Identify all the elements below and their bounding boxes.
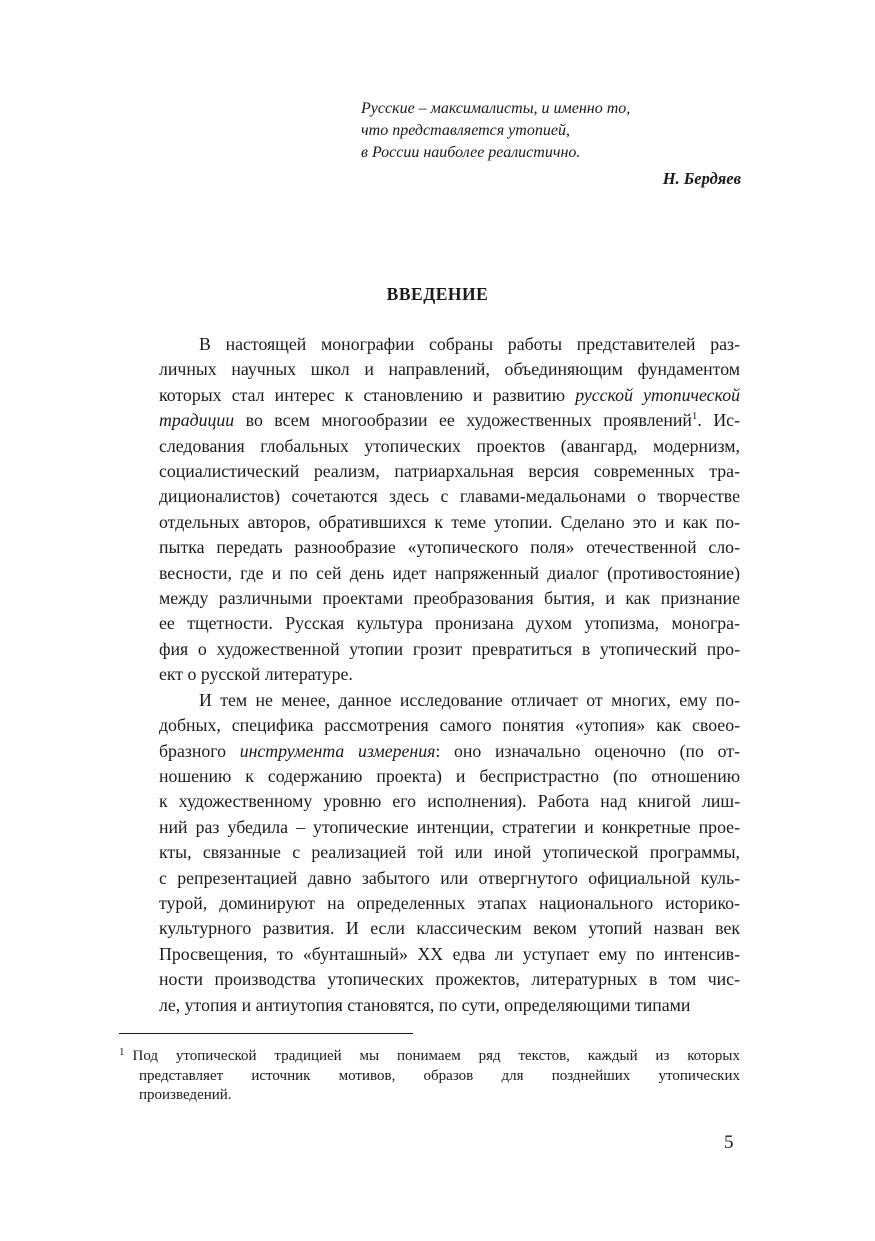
text-line: к художественному уровню его исполнения). Работа над книгой лиш-: [159, 791, 740, 812]
text-line: В настоящей монографии собраны работы представителей раз-: [199, 334, 740, 354]
text-line: Просвещения, то «бунташный» XX едва ли уступает ему по интенсив-: [159, 943, 740, 964]
text-line: ний раз убедила – утопические интенции, стратегии и конкретные прое-: [159, 816, 740, 837]
text-line: пытка передать разнообразие «утопического поля» отечественной сло-: [159, 537, 740, 558]
text-line: отдельных авторов, обратившихся к теме утопии. Сделано это и как по-: [159, 511, 740, 532]
paragraph-2: [119, 688, 740, 1018]
epigraph-line: Русские – максималисты, и именно то,: [361, 100, 631, 117]
text-line: ле, утопия и антиутопия становятся, по сути, определяющими типами: [159, 994, 691, 1015]
epigraph-author: Н. Бердяев: [662, 169, 741, 188]
footnote-reference[interactable]: 1: [691, 410, 698, 423]
epigraph: [361, 98, 741, 190]
text-line: ее тщетности. Русская культура пронизана духом утопизма, моногра-: [159, 613, 740, 634]
footnote-divider: [119, 1033, 413, 1034]
text-line: с репрезентацией давно забытого или отвергнутого официальной куль-: [159, 867, 740, 888]
text-line: социалистический реализм, патриархальная версия современных тра-: [159, 461, 740, 482]
text-line: диционалистов) сочетаются здесь с главами-медальонами о творчестве: [159, 486, 740, 507]
footnote-mark: 1: [119, 1046, 125, 1058]
text-line: между различными проектами преобразования бытия, и как признание: [159, 588, 740, 609]
page-number: 5: [724, 1132, 734, 1153]
emphasis: русской утопической: [575, 384, 740, 405]
footnote-line: произведений.: [139, 1087, 232, 1103]
text-line: И тем не менее, данное исследование отличает от многих, ему по-: [199, 689, 740, 710]
text-line: ности производства утопических прожектов, литературных в том чис-: [159, 969, 740, 990]
text-line: весности, где и по сей день идет напряженный диалог (противостояние): [159, 562, 740, 583]
text-line: традиции во всем многообразии ее художественных проявлений$^1$. Ис-: [159, 410, 741, 431]
body-text: [119, 332, 740, 1018]
text-line: фия о художественной утопии грозит превратиться в утопический про-: [159, 638, 740, 659]
text-line: которых стал интерес к становлению и развитию русской утопической: [159, 384, 740, 405]
paragraph-1: [119, 332, 740, 688]
epigraph-line: в России наиболее реалистично.: [361, 144, 581, 161]
chapter-title: ВВЕДЕНИЕ: [386, 284, 489, 304]
text-line: турой, доминируют на определенных этапах национального историко-: [159, 892, 740, 913]
text-line: личных научных школ и направлений, объединяющим фундаментом: [159, 359, 740, 380]
text-line: культурного развития. И если классическим веком утопий назван век: [159, 918, 740, 939]
text-line: ект о русской литературе.: [159, 664, 353, 685]
text-line: добных, специфика рассмотрения самого понятия «утопия» как своео-: [159, 715, 740, 736]
footnote-line: $^1$ Под утопической традицией мы понимаем ряд текстов, каждый из которых: [119, 1046, 740, 1064]
emphasis: инструмента измерения: [239, 740, 436, 761]
text-line: следования глобальных утопических проектов (авангард, модернизм,: [159, 435, 740, 456]
footnote-line: представляет источник мотивов, образов для позднейших утопических: [139, 1067, 740, 1084]
emphasis: традиции: [159, 410, 235, 431]
epigraph-line: что представляется утопией,: [361, 122, 570, 139]
text-line: кты, связанные с реализацией той или иной утопической программы,: [159, 842, 740, 863]
text-line: бразного инструмента измерения: оно изначально оценочно (по от-: [159, 740, 740, 761]
footnote: [119, 1043, 740, 1106]
text-line: ношению к содержанию проекта) и беспристрастно (по отношению: [159, 765, 740, 786]
